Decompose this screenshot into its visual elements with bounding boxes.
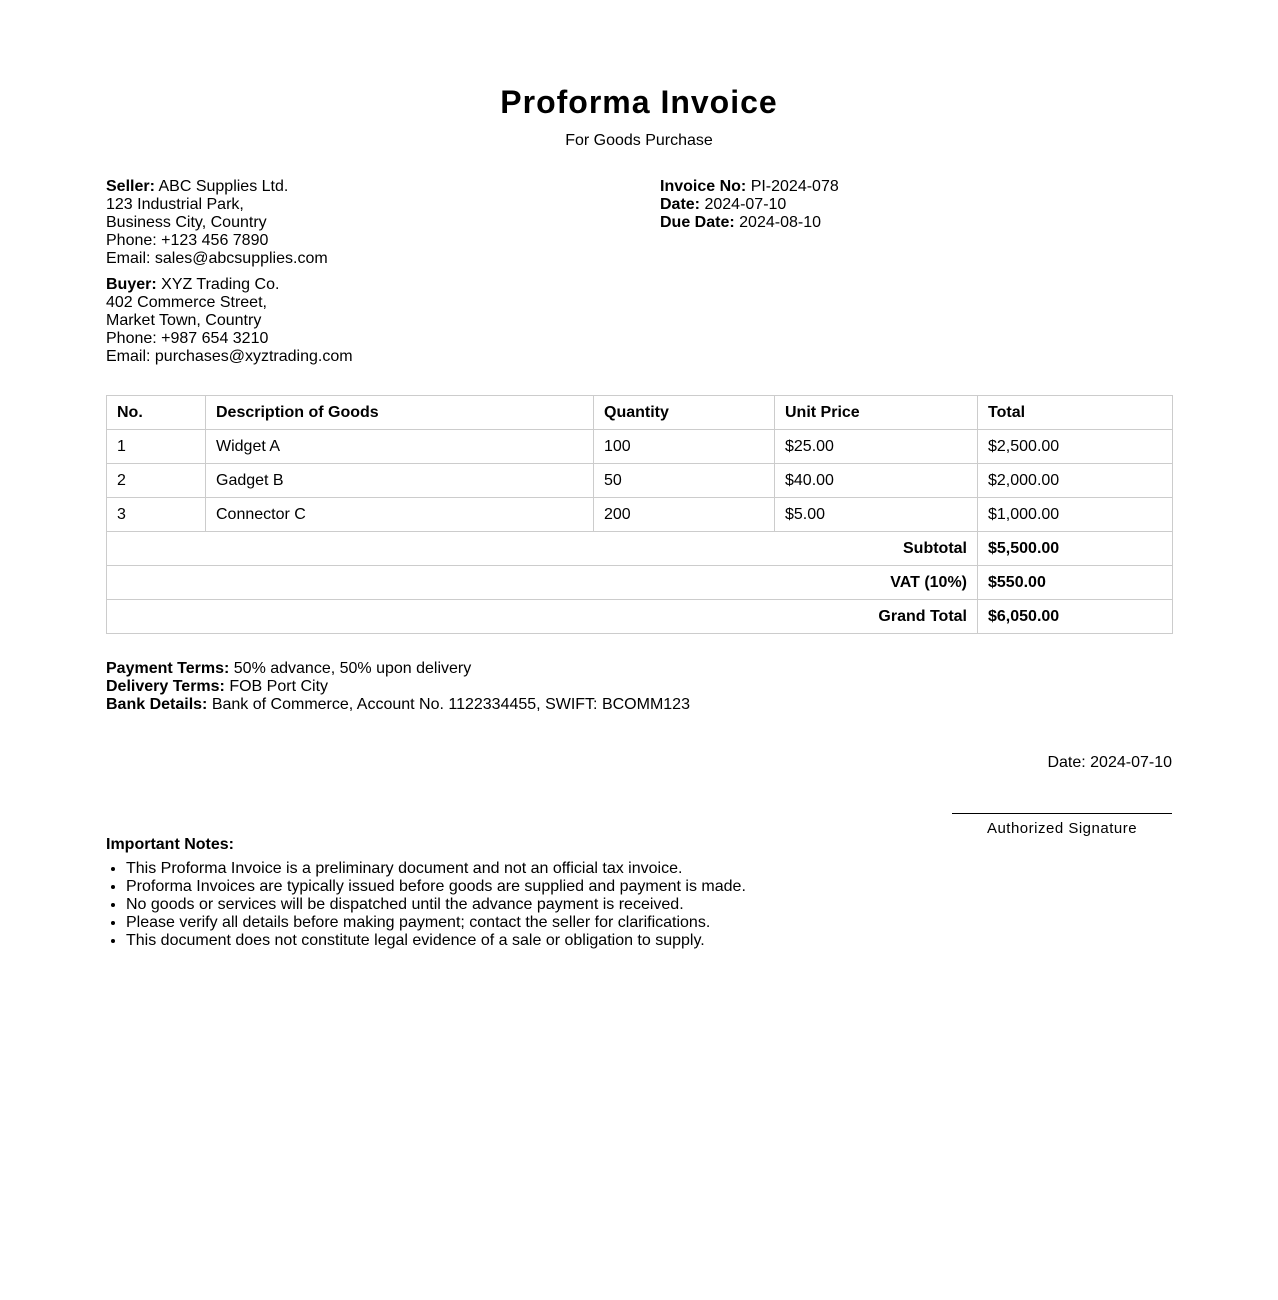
buyer-block <box>106 276 626 366</box>
list-item: • This document does not constitute legal evidence of a sale or obligation to supply. <box>126 932 1126 950</box>
buyer-name: XYZ Trading Co. <box>161 276 280 293</box>
cell-unit-price: $5.00 <box>775 498 978 532</box>
cell-unit-price: $25.00 <box>775 430 978 464</box>
buyer-address-2: Market Town, Country <box>106 312 262 329</box>
invoice-meta-block <box>660 178 1160 232</box>
cell-description: Widget A <box>206 430 594 464</box>
column-header-description: Description of Goods <box>206 396 594 430</box>
payment-terms-label: Payment Terms: <box>106 660 230 677</box>
items-table <box>106 395 1173 634</box>
buyer-phone: Phone: +987 654 3210 <box>106 330 269 347</box>
grand-total-row <box>107 600 1173 634</box>
subtotal-label: Subtotal <box>107 532 978 566</box>
seller-address-2: Business City, Country <box>106 214 267 231</box>
seller-address-1: 123 Industrial Park, <box>106 196 244 213</box>
invoice-date-line <box>660 196 1160 214</box>
payment-terms: 50% advance, 50% upon delivery <box>233 660 472 677</box>
cell-quantity: 100 <box>594 430 775 464</box>
signature-date: Date: 2024-07-10 <box>1047 754 1172 771</box>
invoice-date: 2024-07-10 <box>704 196 787 213</box>
vat-value: $550.00 <box>978 566 1173 600</box>
seller-name: ABC Supplies Ltd. <box>158 178 289 195</box>
table-row <box>107 498 1173 532</box>
signature-label: Authorized Signature <box>986 820 1138 837</box>
seller-block <box>106 178 626 268</box>
list-item: • Proforma Invoices are typically issued before goods are supplied and payment is made. <box>126 878 1126 896</box>
column-header-quantity: Quantity <box>594 396 775 430</box>
buyer-name-line <box>106 276 626 294</box>
cell-quantity: 200 <box>594 498 775 532</box>
cell-total: $1,000.00 <box>978 498 1173 532</box>
bank-details-label: Bank Details: <box>106 696 208 713</box>
grand-total-label: Grand Total <box>107 600 978 634</box>
invoice-due-label: Due Date: <box>660 214 735 231</box>
signature-line <box>952 813 1172 814</box>
cell-quantity: 50 <box>594 464 775 498</box>
invoice-due: 2024-08-10 <box>739 214 821 231</box>
bank-details: Bank of Commerce, Account No. 1122334455, SWIFT: BCOMM123 <box>211 696 690 713</box>
bank-details-line <box>106 696 1172 714</box>
payment-terms-line <box>106 660 1172 678</box>
vat-label: VAT (10%) <box>107 566 978 600</box>
notes-list <box>106 860 1126 950</box>
vat-row <box>107 566 1173 600</box>
column-header-unit-price: Unit Price <box>775 396 978 430</box>
subtotal-value: $5,500.00 <box>978 532 1173 566</box>
terms-block <box>106 660 1172 714</box>
cell-description: Connector C <box>206 498 594 532</box>
list-item: • This Proforma Invoice is a preliminary document and not an official tax invoice. <box>126 860 1126 878</box>
cell-description: Gadget B <box>206 464 594 498</box>
table-row <box>107 430 1173 464</box>
cell-total: $2,000.00 <box>978 464 1173 498</box>
page-title: Proforma Invoice <box>500 84 778 120</box>
seller-label: Seller: <box>106 178 155 195</box>
cell-no: 3 <box>107 498 206 532</box>
buyer-email: Email: purchases@xyztrading.com <box>106 348 353 365</box>
delivery-terms-label: Delivery Terms: <box>106 678 225 695</box>
cell-no: 1 <box>107 430 206 464</box>
invoice-date-label: Date: <box>660 196 701 213</box>
page-subtitle: For Goods Purchase <box>565 132 713 149</box>
subtotal-row <box>107 532 1173 566</box>
buyer-address-1: 402 Commerce Street, <box>106 294 267 311</box>
column-header-total: Total <box>978 396 1173 430</box>
cell-total: $2,500.00 <box>978 430 1173 464</box>
column-header-no: No. <box>107 396 206 430</box>
table-row <box>107 464 1173 498</box>
seller-phone: Phone: +123 456 7890 <box>106 232 269 249</box>
invoice-number-line <box>660 178 1160 196</box>
seller-name-line <box>106 178 626 196</box>
delivery-terms: FOB Port City <box>229 678 329 695</box>
cell-unit-price: $40.00 <box>775 464 978 498</box>
grand-total-value: $6,050.00 <box>978 600 1173 634</box>
buyer-label: Buyer: <box>106 276 157 293</box>
list-item: • Please verify all details before making payment; contact the seller for clarifications. <box>126 914 1126 932</box>
delivery-terms-line <box>106 678 1172 696</box>
seller-email: Email: sales@abcsupplies.com <box>106 250 328 267</box>
cell-no: 2 <box>107 464 206 498</box>
invoice-due-line <box>660 214 1160 232</box>
invoice-number-label: Invoice No: <box>660 178 747 195</box>
invoice-number: PI-2024-078 <box>750 178 839 195</box>
notes-title: Important Notes: <box>106 836 234 853</box>
list-item: • No goods or services will be dispatched until the advance payment is received. <box>126 896 1126 914</box>
table-header-row <box>107 396 1173 430</box>
